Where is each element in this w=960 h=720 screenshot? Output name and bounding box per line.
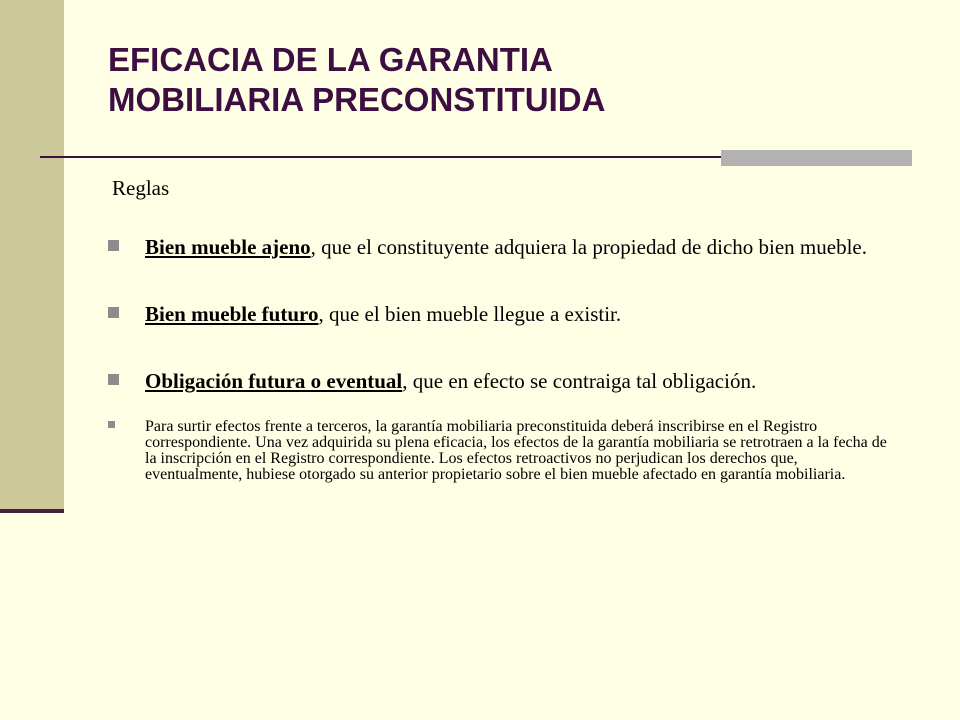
bullet-text: , que el constituyente adquiera la propiedad de dicho bien mueble.: [310, 235, 867, 259]
bullet-text: , que en efecto se contraiga tal obligación.: [402, 369, 757, 393]
bullet-square-icon: [108, 421, 115, 428]
side-band-edge: [0, 509, 64, 513]
title-line-2: MOBILIARIA PRECONSTITUIDA: [108, 81, 606, 118]
bullet-item: [108, 370, 898, 393]
bullet-lead: Bien mueble futuro: [145, 302, 319, 326]
bullet-list: [108, 236, 898, 483]
bullet-text: , que el bien mueble llegue a existir.: [318, 302, 622, 326]
bullet-square-icon: [108, 307, 119, 318]
title-line-1: EFICACIA DE LA GARANTIA: [108, 41, 553, 78]
note-item: [108, 419, 898, 483]
bullet-square-icon: [108, 240, 119, 251]
bullet-lead: Obligación futura o eventual: [145, 369, 403, 393]
note-text: Para surtir efectos frente a terceros, la garantía mobiliaria preconstituida deberá inscribirse en el Registro correspondiente. Una vez adquirida su plena eficacia, los efectos de la garantía mobiliaria se retrotraen a la fecha de la inscripción en el Registro correspondiente. Los efectos retroactivos no perjudican los derechos que, eventualmente, hubiese otorgado su anterior propietario sobre el bien mueble afectado en garantía mobiliaria.: [145, 418, 887, 483]
subtitle: Reglas: [112, 176, 170, 200]
bullet-lead: Bien mueble ajeno: [145, 235, 311, 259]
slide-title: [108, 40, 928, 120]
bullet-item: [108, 236, 898, 259]
bullet-square-icon: [108, 374, 119, 385]
divider-accent-block: [721, 150, 912, 166]
side-band: [0, 0, 64, 512]
bullet-item: [108, 303, 898, 326]
